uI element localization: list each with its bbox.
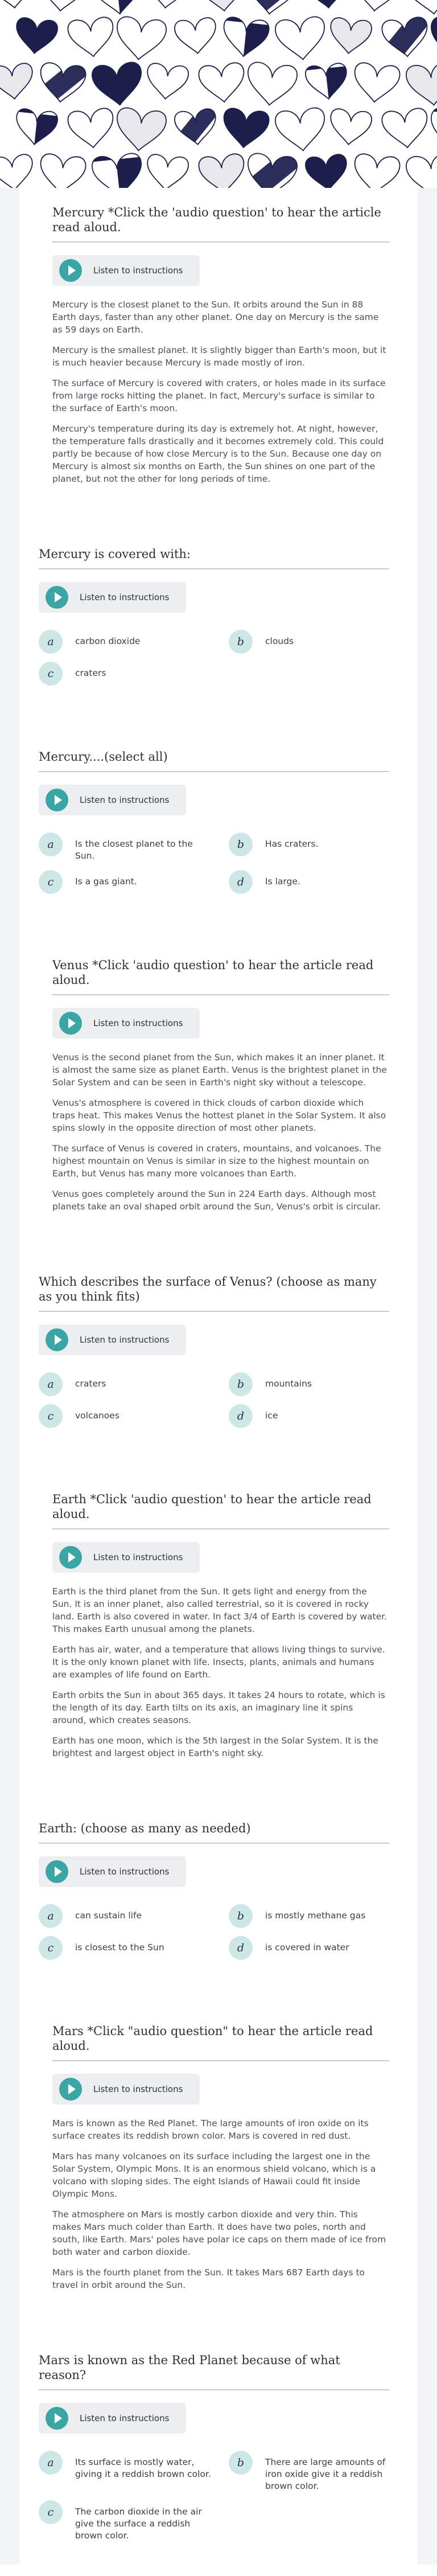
heart-icon — [67, 108, 116, 150]
option-text: Is the closest planet to the Sun. — [75, 839, 193, 861]
option-text: There are large amounts of iron oxide give it a reddish brown color. — [265, 2457, 386, 2491]
answer-options — [39, 1372, 389, 1428]
hearts-icon — [0, 0, 437, 194]
option-text: mountains — [265, 1379, 312, 1389]
venus-article-card — [19, 911, 418, 1238]
heart-icon — [305, 0, 349, 10]
question-card-venus-surface — [19, 1238, 418, 1445]
heart-icon — [38, 0, 86, 13]
play-icon — [59, 1012, 82, 1035]
heart-icon — [174, 17, 218, 56]
article-paragraph: Mercury's temperature during its day is extremely hot. At night, however, the temperature falls drastically and it becomes extremely cold. This could partly be because of how close Mercury is to the Sun. Because one day on Mercury is almost six months on Earth, the Sun shines on one part of the planet, but not the other for long periods of time. — [52, 424, 384, 484]
option-letter: b — [229, 2451, 253, 2475]
article-paragraph: Earth is the third planet from the Sun. It gets light and energy from the Sun. It is an inner planet, also called terrestrial, so it is covered in rocky land. Earth is also covered in water. In fact 3/4 of Earth is covered by water. This makes Earth unusual among the planets. — [52, 1586, 387, 1634]
question-title: Mercury....(select all) — [39, 750, 168, 764]
question-title: Mars is known as the Red Planet because of what reason? — [39, 2353, 340, 2382]
listen-button[interactable] — [39, 582, 186, 613]
article-paragraph: Mars is known as the Red Planet. The large amounts of iron oxide on its surface creates its reddish brown color. Mars is covered in red dust. — [52, 2118, 369, 2141]
play-icon — [46, 586, 68, 609]
option-letter: c — [39, 870, 63, 894]
option-text: can sustain life — [75, 1910, 142, 1921]
listen-button[interactable] — [52, 1008, 200, 1039]
heart-icon — [198, 0, 247, 13]
play-icon — [46, 789, 68, 811]
answer-option-b[interactable] — [229, 630, 411, 654]
listen-button[interactable] — [52, 255, 200, 286]
option-text: craters — [75, 1379, 106, 1389]
listen-button-label: Listen to instructions — [93, 1018, 183, 1028]
divider — [52, 241, 389, 243]
heart-icon — [0, 154, 35, 192]
heart-icon — [38, 62, 86, 104]
heart-icon — [91, 0, 145, 17]
option-letter: a — [39, 1372, 63, 1396]
answer-option-a[interactable] — [39, 1372, 221, 1396]
option-text: Is a gas giant. — [75, 876, 137, 887]
heart-icon — [305, 63, 349, 101]
mars-article-body — [52, 2117, 389, 2291]
listen-button[interactable] — [52, 2074, 200, 2105]
answer-option-b[interactable] — [229, 1904, 411, 1928]
option-text: carbon dioxide — [75, 636, 141, 646]
answer-option-a[interactable] — [39, 832, 221, 862]
answer-option-a[interactable] — [39, 630, 221, 654]
answer-options — [39, 832, 389, 894]
answer-options — [39, 1904, 389, 1960]
hearts-banner — [0, 0, 437, 194]
heart-icon — [114, 107, 167, 153]
option-letter: b — [229, 1904, 253, 1928]
heart-icon — [0, 0, 35, 10]
divider — [39, 1311, 389, 1312]
listen-button-label: Listen to instructions — [80, 1335, 170, 1345]
earth-article-card — [19, 1445, 418, 1785]
article-paragraph: The surface of Venus is covered in craters, mountains, and volcanoes. The highest mountain on Venus is similar in size to the highest mountain on Earth, but Venus has many more volcanoes than Earth. — [52, 1143, 381, 1179]
heart-icon — [405, 0, 437, 17]
article-paragraph: The atmosphere on Mars is mostly carbon dioxide and very thin. This makes Mars much colder than Earth. It does have two poles, north and south, like Earth. Mars' poles have polar ice caps on them made of ice from both water and carbon dioxide. — [52, 2209, 386, 2257]
question-card-earth — [19, 1785, 418, 1977]
question-title: Mercury is covered with: — [39, 547, 191, 561]
heart-icon — [274, 107, 328, 153]
earth-article-title: Earth *Click 'audio question' to hear the article read aloud. — [52, 1492, 372, 1521]
article-paragraph: Mercury is the closest planet to the Sun. It orbits around the Sun in 88 Earth days, faster than any other planet. One day on Mercury is the same as 59 days on Earth. — [52, 300, 379, 335]
heart-icon — [328, 108, 373, 147]
answer-option-d[interactable] — [229, 1936, 411, 1960]
answer-option-d[interactable] — [229, 870, 411, 894]
heart-icon — [145, 0, 189, 10]
option-letter: d — [229, 870, 253, 894]
listen-button[interactable] — [39, 2403, 186, 2434]
heart-icon — [274, 16, 328, 62]
article-paragraph: Venus goes completely around the Sun in 224 Earth days. Although most planets take an oval shaped orbit around the Sun, Venus's orbit is circular. — [52, 1189, 381, 1212]
divider — [39, 771, 389, 772]
heart-icon — [352, 0, 401, 13]
listen-button-label: Listen to instructions — [93, 2084, 183, 2094]
heart-icon — [174, 108, 218, 147]
question-card-mars-red — [19, 2316, 418, 2565]
answer-option-c[interactable] — [39, 870, 221, 894]
option-letter: a — [39, 630, 63, 654]
heart-icon — [305, 154, 349, 192]
play-icon — [59, 2078, 82, 2101]
option-letter: c — [39, 1936, 63, 1960]
mars-article-card — [19, 1977, 418, 2316]
option-text: volcanoes — [75, 1410, 119, 1421]
article-paragraph: Mars is the fourth planet from the Sun. It takes Mars 687 Earth days to travel in orbit around the Sun. — [52, 2267, 365, 2290]
option-text: ice — [265, 1410, 278, 1421]
option-letter: d — [229, 1404, 253, 1428]
play-icon — [59, 259, 82, 282]
question-card-mercury-select-all — [19, 703, 418, 911]
article-paragraph: Venus is the second planet from the Sun, which makes it an inner planet. It is almost the same size as planet Earth. Venus is the brightest planet in the Solar System and can be seen in Earth's night sky without a telescope. — [52, 1052, 387, 1088]
heart-icon — [381, 108, 430, 150]
heart-icon — [245, 61, 298, 108]
option-text: is mostly methane gas — [265, 1910, 366, 1921]
option-letter: b — [229, 630, 253, 654]
listen-button[interactable] — [39, 1324, 186, 1355]
option-letter: a — [39, 832, 63, 856]
heart-icon — [245, 0, 298, 17]
article-paragraph: Earth has air, water, and a temperature that allows living things to survive. It is the only known planet with life. Insects, plants, animals and humans are examples of life found on Earth. — [52, 1644, 385, 1680]
venus-article-body — [52, 1051, 389, 1213]
divider — [39, 2389, 389, 2390]
option-text: Is large. — [265, 876, 300, 887]
heart-icon — [221, 17, 270, 59]
option-letter: c — [39, 2500, 63, 2524]
option-letter: a — [39, 1904, 63, 1928]
option-text: The carbon dioxide in the air give the surface a reddish brown color. — [75, 2507, 202, 2541]
heart-icon — [0, 63, 35, 101]
answer-option-c[interactable] — [39, 662, 221, 686]
play-icon — [59, 1546, 82, 1569]
question-title: Which describes the surface of Venus? (choose as many as you think fits) — [39, 1275, 377, 1303]
option-letter: c — [39, 662, 63, 686]
question-card-mercury-covered — [19, 510, 418, 703]
question-title: Earth: (choose as many as needed) — [39, 1822, 251, 1835]
mars-article-title: Mars *Click "audio question" to hear the article read aloud. — [52, 2024, 373, 2053]
option-letter: c — [39, 1404, 63, 1428]
listen-button[interactable] — [52, 1542, 200, 1573]
option-text: Its surface is mostly water, giving it a reddish brown color. — [75, 2457, 211, 2479]
mercury-article-card — [19, 188, 418, 510]
heart-icon — [428, 107, 437, 153]
option-letter: b — [229, 1372, 253, 1396]
option-text: clouds — [265, 636, 294, 646]
divider — [39, 1843, 389, 1844]
venus-article-title: Venus *Click 'audio question' to hear the article read aloud. — [52, 958, 374, 987]
heart-icon — [381, 17, 430, 59]
mercury-article-title: Mercury *Click the 'audio question' to hear the article read aloud. — [52, 206, 381, 234]
listen-button-label: Listen to instructions — [80, 795, 170, 805]
heart-icon — [91, 61, 145, 108]
divider — [39, 568, 389, 569]
heart-icon — [352, 62, 401, 104]
listen-button-label: Listen to instructions — [93, 265, 183, 276]
answer-option-a[interactable] — [39, 2451, 221, 2492]
option-text: Has craters. — [265, 839, 319, 849]
answer-option-c[interactable] — [39, 1936, 221, 1960]
heart-icon — [221, 108, 270, 150]
play-icon — [46, 1328, 68, 1351]
article-paragraph: Venus's atmosphere is covered in thick clouds of carbon dioxide which traps heat. This makes Venus the hottest planet in the Solar System. It also spins slowly in the opposite direction of most other planets. — [52, 1098, 386, 1133]
answer-option-b[interactable] — [229, 1372, 411, 1396]
option-text: is covered in water — [265, 1942, 349, 1952]
listen-button-label: Listen to instructions — [93, 1552, 183, 1562]
option-letter: d — [229, 1936, 253, 1960]
divider — [52, 994, 389, 995]
listen-button-label: Listen to instructions — [80, 2413, 170, 2423]
listen-button[interactable] — [39, 785, 186, 815]
heart-icon — [14, 17, 59, 56]
option-letter: b — [229, 832, 253, 856]
heart-icon — [145, 63, 189, 101]
heart-icon — [405, 61, 437, 108]
article-paragraph: Mercury is the smallest planet. It is slightly bigger than Earth's moon, but it is much heavier because Mercury is made mostly of iron. — [52, 345, 386, 368]
heart-icon — [428, 16, 437, 62]
option-text: craters — [75, 668, 106, 678]
heart-icon — [145, 154, 189, 192]
answer-option-a[interactable] — [39, 1904, 221, 1928]
option-text: is closest to the Sun — [75, 1942, 164, 1952]
listen-button-label: Listen to instructions — [80, 1867, 170, 1877]
divider — [52, 2060, 389, 2061]
answer-options — [39, 2451, 389, 2542]
divider — [52, 1528, 389, 1529]
answer-options — [39, 630, 389, 686]
earth-article-body — [52, 1585, 389, 1759]
option-letter: a — [39, 2451, 63, 2475]
article-paragraph: Earth orbits the Sun in about 365 days. It takes 24 hours to rotate, which is the length of its day. Earth tilts on its axis, an imaginary line it spins around, which creates seasons. — [52, 1690, 385, 1725]
play-icon — [46, 1860, 68, 1883]
heart-icon — [328, 17, 373, 56]
listen-button[interactable] — [39, 1856, 186, 1887]
answer-option-b[interactable] — [229, 2451, 411, 2492]
answer-option-b[interactable] — [229, 832, 411, 862]
heart-icon — [114, 16, 167, 62]
heart-icon — [67, 17, 116, 59]
answer-option-d[interactable] — [229, 1404, 411, 1428]
mercury-article-body — [52, 298, 389, 485]
answer-option-c[interactable] — [39, 1404, 221, 1428]
heart-icon — [198, 62, 247, 104]
article-paragraph: Earth has one moon, which is the 5th largest in the Solar System. It is the brightest and largest object in Earth's night sky. — [52, 1736, 378, 1758]
listen-button-label: Listen to instructions — [80, 592, 170, 602]
play-icon — [46, 2407, 68, 2430]
heart-icon — [14, 108, 59, 147]
answer-option-c[interactable] — [39, 2500, 221, 2542]
article-paragraph: Mars has many volcanoes on its surface including the largest one in the Solar System, Olympic Mons. It is an enormous shield volcano, which is a volcano with sloping sides. The eight Islands of Hawaii could fit inside Olympic Mons. — [52, 2151, 376, 2199]
article-paragraph: The surface of Mercury is covered with craters, or holes made in its surface from large rocks hitting the planet. In fact, Mercury's surface is similar to the surface of Earth's moon. — [52, 378, 386, 413]
